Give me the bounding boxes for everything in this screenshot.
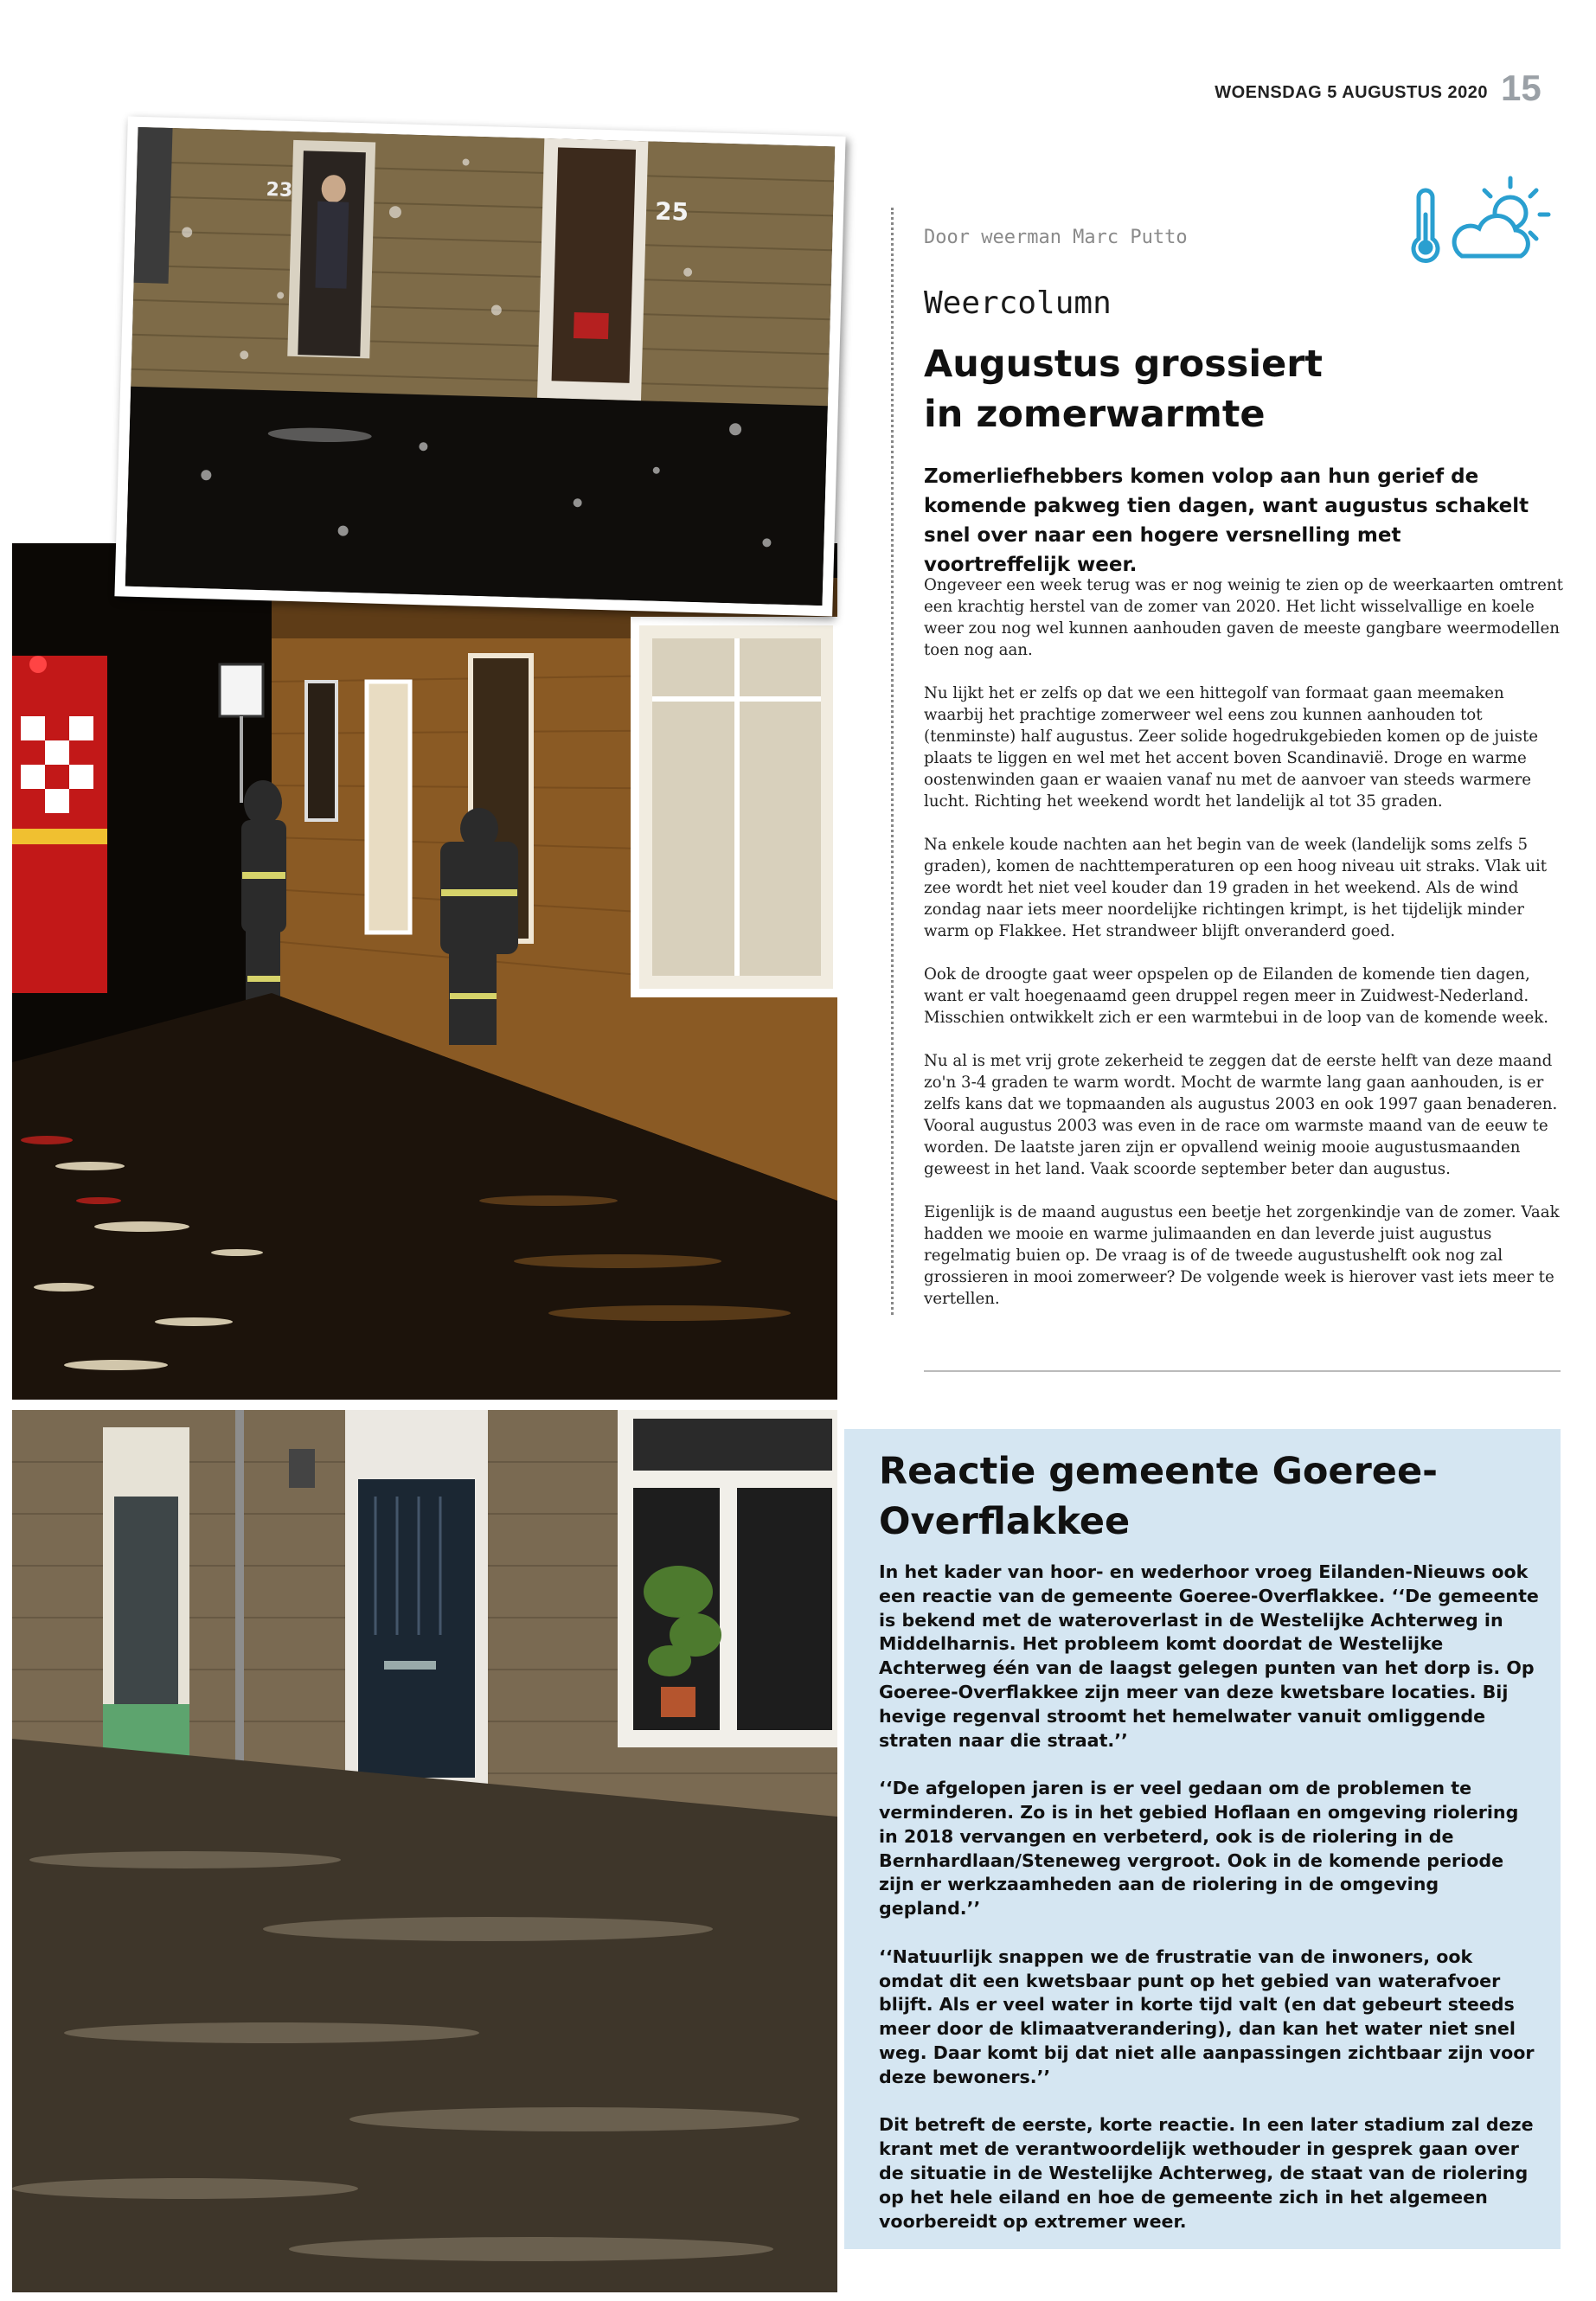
byline: Door weerman Marc Putto <box>924 227 1188 248</box>
body-paragraph: Ook de droogte gaat weer opspelen op de Eilanden de komende tien dagen, want er valt hoegenaamd geen druppel regen meer in Zuidwest-Nederland. Misschien ontwikkelt zich er een warmtebui in de loop van de komende week. <box>924 965 1549 1027</box>
section-divider <box>924 1370 1561 1372</box>
thermometer-icon <box>1413 190 1438 260</box>
reaction-box-title: Reactie gemeente Goeree-Overflakkee <box>879 1450 1438 1543</box>
sun-cloud-icon <box>1454 178 1548 256</box>
column-body <box>924 574 1564 1331</box>
body-paragraph: Eigenlijk is de maand augustus een beetje het zorgenkindje van de zomer. Vaak hadden we mooie en warme julimaanden en dan leverde juist augustus regelmatig buien op. De vraag is of de tweede augustushelft ook nog zal grossieren in mooi zomerweer? De volgende week is hierover vast iets meer te vertellen. <box>924 1203 1560 1308</box>
photo-flooded-doorsteps <box>114 117 845 617</box>
body-paragraph: Nu al is met vrij grote zekerheid te zeggen dat de eerste helft van deze maand zo'n 3-4 graden te warm wordt. Mocht de warmte lang gaan aanhouden, is er zelfs kans dat we topmaanden als augustus 2003 en ook 1997 gaan benaderen. Vooral augustus 2003 was even in de race om warmste maand van de eeuw te worden. De laatste jaren zijn er opvallend weinig mooie augustusmaanden geweest in het land. Vaak scoorde september beter dan augustus. <box>924 1052 1558 1178</box>
body-paragraph: Ongeveer een week terug was er nog weinig te zien op de weerkaarten omtrent een krachtig herstel van de zomer van 2020. Het licht wisselvallige en koele weer zou nog wel kunnen aanhouden gaven de meeste gangbare weermodellen toen nog aan. <box>924 576 1563 659</box>
photo-flooded-street <box>12 1410 837 2292</box>
reaction-box-body <box>879 1561 1542 2258</box>
body-paragraph: Na enkele koude nachten aan het begin van de week (landelijk soms zelfs 5 graden), komen de nachttemperaturen op een hoog niveau uit straks. Vlak uit zee wordt het niet veel kouder dan 19 graden in het weekend. Als de wind zondag naar iets meer noordelijke richtingen krimpt, is het tijdelijk minder warm op Flakkee. Het strandweer blijft onveranderd goed. <box>924 836 1548 940</box>
box-paragraph: ‘‘Natuurlijk snappen we de frustratie van de inwoners, ook omdat dit een kwetsbaar punt op het gebied van waterafvoer blijft. Als er veel water in korte tijd valt (en dat gebeurt steeds meer door de klimaatverandering), dan kan het water niet snel weg. Daar komt bij dat niet alle aanpassingen zichtbaar zijn voor deze bewoners.’’ <box>879 1945 1535 2087</box>
lead-paragraph: Zomerliefhebbers komen volop aan hun gerief de komende pakweg tien dagen, want augustus schakelt snel over naar een hogere versnelling met voortreffelijk weer. <box>924 465 1529 576</box>
box-paragraph: Dit betreft de eerste, korte reactie. In een later stadium zal deze krant met de verantwoordelijk wethouder in gesprek gaan over de situatie in de Westelijke Achterweg, de staat van de riolering op het hele eiland en hoe de gemeente zich in het algemeen voorbereidt op extremer weer. <box>879 2114 1534 2232</box>
body-paragraph: Nu lijkt het er zelfs op dat we een hittegolf van formaat gaan meemaken waarbij het prachtige zomerweer wel eens zou kunnen aanhouden tot (tenminste) half augustus. Zeer solide hogedrukgebieden komen op de juiste plaats te liggen en wel met het accent boven Scandinavië. Droge en warme oostenwinden gaan er waaien vanaf nu met de aanvoer van steeds warmere lucht. Richting het weekend wordt het landelijk al tot 35 graden. <box>924 684 1539 811</box>
page-number: 15 <box>1501 67 1542 108</box>
column-dotted-rule <box>891 208 894 1315</box>
house-number-25: 25 <box>654 196 689 227</box>
box-paragraph: In het kader van hoor- en wederhoor vroeg Eilanden-Nieuws ook een reactie van de gemeente Goeree-Overflakkee. ‘‘De gemeente is bekend met de wateroverlast in de Westelijke Achterweg in Middelharnis. Het probleem komt doordat de Westelijke Achterweg één van de laagst gelegen punten van het dorp is. Op Goeree-Overflakkee zijn meer van deze kwetsbare locaties. Bij hevige regenval stroomt het hemelwater vanuit omliggende straten naar die straat.’’ <box>879 1561 1539 1751</box>
box-paragraph: ‘‘De afgelopen jaren is er veel gedaan om de problemen te verminderen. Zo is in het gebied Hoflaan en omgeving riolering in 2018 vervangen en verbeterd, ook is de riolering in de Bernhardlaan/Steneweg vergroot. Ook in de komende periode zijn er werkzaamheden aan de riolering in de omgeving gepland.’’ <box>879 1778 1519 1920</box>
weather-icon-group <box>1400 171 1564 275</box>
column-kicker: Weercolumn <box>924 285 1112 321</box>
photo-firefighters-flood <box>12 543 837 1400</box>
headline: Augustus grossiert in zomerwarmte <box>924 343 1323 436</box>
house-number-23: 23 <box>266 179 293 202</box>
issue-date: WOENSDAG 5 AUGUSTUS 2020 <box>1215 83 1488 102</box>
